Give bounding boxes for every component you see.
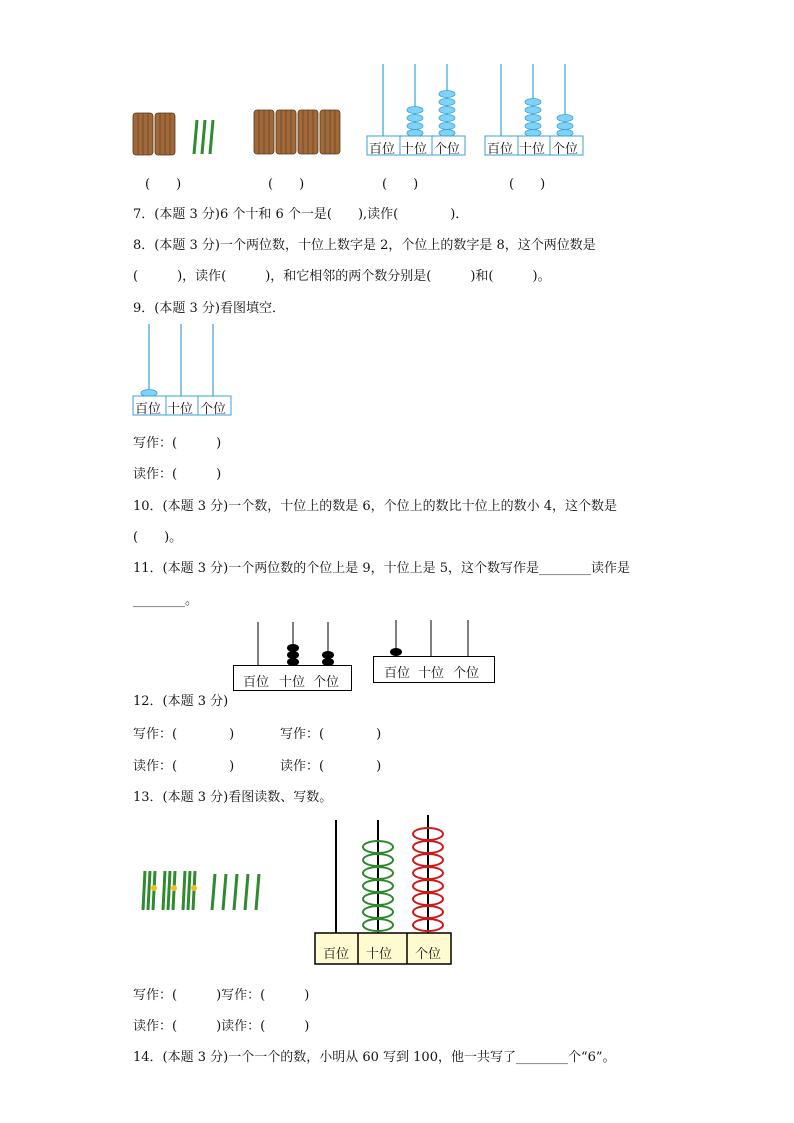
abacus-q12-a-label-ones: 个位	[313, 675, 340, 690]
abacus-q6-a-label-hundreds: 百位	[369, 142, 396, 157]
stick-bundles-left	[130, 108, 230, 158]
abacus-q12-a-label-hundreds: 百位	[243, 675, 270, 690]
abacus-q12-a-label-tens: 十位	[279, 675, 306, 690]
q9-write[interactable]: 写作：( )	[133, 436, 222, 451]
abacus-q6-b-label-ones: 个位	[552, 142, 579, 157]
q10-line1: 10．(本题 3 分)一个数，十位上的数是 6，个位上的数比十位上的数小 4，这个数是	[133, 499, 618, 514]
abacus-q6-b-label-tens: 十位	[519, 142, 546, 157]
abacus-q6-b-label-hundreds: 百位	[487, 142, 514, 157]
q12-write-left[interactable]: 写作：( )	[133, 727, 235, 742]
abacus-q13-label-hundreds: 百位	[323, 947, 350, 962]
q8-line2: ( )，读作( )，和它相邻的两个数分别是( )和( )。	[133, 269, 551, 284]
q11-line2[interactable]: ________。	[133, 593, 199, 608]
q9-read[interactable]: 读作：( )	[133, 467, 222, 482]
q12-read-left[interactable]: 读作：( )	[133, 759, 235, 774]
abacus-q9-label-hundreds: 百位	[135, 402, 162, 417]
q8-line1: 8．(本题 3 分)一个两位数，十位上数字是 2，个位上的数字是 8，这个两位数是	[133, 238, 596, 253]
q14-text: 14．(本题 3 分)一个一个的数，小明从 60 写到 100，他一共写了________个“6”。	[133, 1050, 616, 1065]
abacus-q12-b-label-tens: 十位	[418, 666, 445, 681]
q11-line1: 11．(本题 3 分)一个两位数的个位上是 9，十位上是 5，这个数写作是________读作是	[133, 561, 631, 576]
q6-blank-3[interactable]: ( )	[382, 177, 419, 192]
q13-write[interactable]: 写作：( )写作：( )	[133, 988, 310, 1003]
q12-write-right[interactable]: 写作：( )	[280, 727, 382, 742]
q12-read-right[interactable]: 读作：( )	[280, 759, 382, 774]
stick-bundles-right	[252, 106, 352, 158]
abacus-q12-b-label-ones: 个位	[453, 666, 480, 681]
abacus-q13-label-tens: 十位	[366, 947, 393, 962]
q13-text: 13．(本题 3 分)看图读数、写数。	[133, 790, 333, 805]
abacus-q6-a-label-ones: 个位	[434, 142, 461, 157]
q9-text: 9．(本题 3 分)看图填空．	[133, 301, 285, 316]
green-stick-bundles	[140, 866, 270, 916]
q6-blank-1[interactable]: ( )	[145, 177, 182, 192]
q13-read[interactable]: 读作：( )读作：( )	[133, 1019, 310, 1034]
q7-text: 7．(本题 3 分)6 个十和 6 个一是( ),读作( )．	[133, 207, 469, 222]
abacus-q9-label-ones: 个位	[200, 402, 227, 417]
abacus-q6-a-label-tens: 十位	[401, 142, 428, 157]
q12-text: 12．(本题 3 分)	[133, 694, 229, 709]
abacus-q13-label-ones: 个位	[415, 947, 442, 962]
q6-blank-2[interactable]: ( )	[268, 177, 305, 192]
abacus-q12-b-label-hundreds: 百位	[384, 666, 411, 681]
q6-blank-4[interactable]: ( )	[509, 177, 546, 192]
abacus-q9-label-tens: 十位	[167, 402, 194, 417]
q10-line2[interactable]: ( )。	[133, 530, 183, 545]
